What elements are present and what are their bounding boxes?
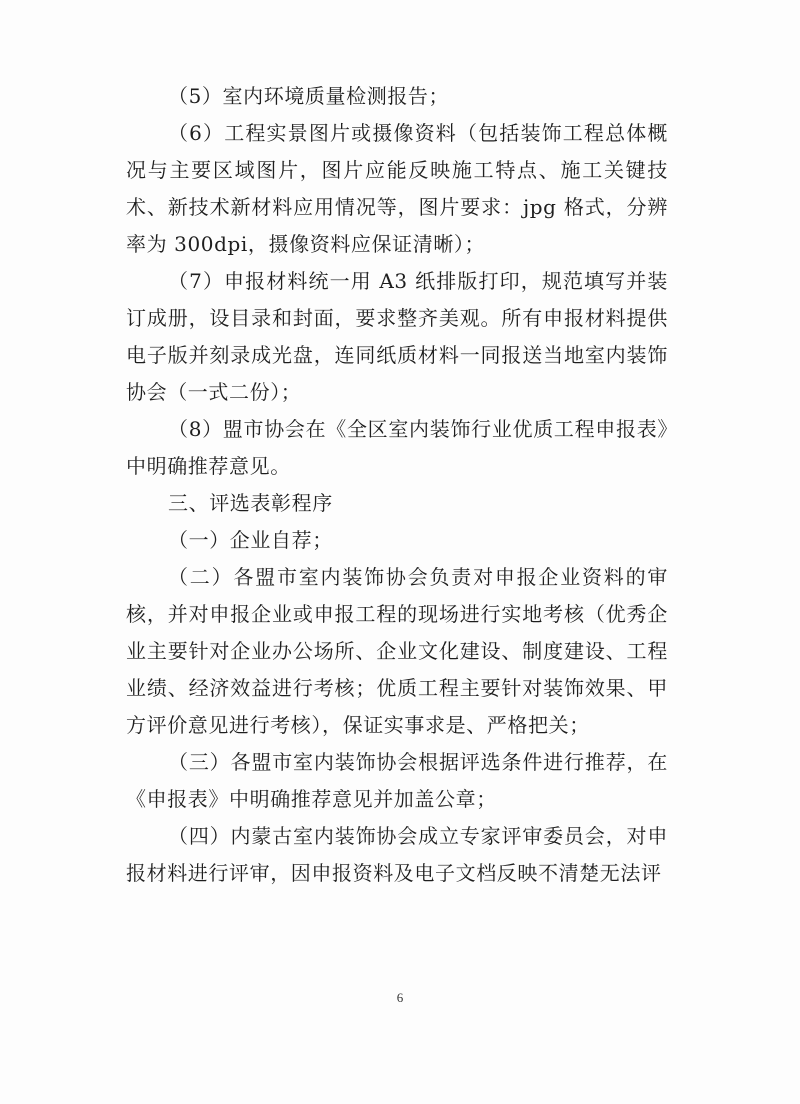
paragraph-item-5: （5）室内环境质量检测报告； [168, 84, 450, 108]
paragraph-item-6: （6）工程实景图片或摄像资料（包括装饰工程总体概况与主要区域图片，图片应能反映施工特点、施工关键技术、新技术新材料应用情况等，图片要求：jpg 格式，分辨率为 300dpi，摄像资料应保证清晰）； [126, 121, 668, 256]
paragraph-item-8: （8）盟市协会在《全区室内装饰行业优质工程申报表》中明确推荐意见。 [126, 417, 668, 478]
procedure-step-4: （四）内蒙古室内装饰协会成立专家评审委员会，对申报材料进行评审，因申报资料及电子文档反映不清楚无法评 [126, 824, 668, 885]
procedure-step-3: （三）各盟市室内装饰协会根据评选条件进行推荐，在《申报表》中明确推荐意见并加盖公章； [126, 750, 668, 811]
document-body [126, 78, 668, 892]
procedure-step-1: （一）企业自荐； [168, 528, 333, 552]
page-number: 6 [396, 990, 404, 1005]
procedure-step-2: （二）各盟市室内装饰协会负责对申报企业资料的审核，并对申报企业或申报工程的现场进行实地考核（优秀企业主要针对企业办公场所、企业文化建设、制度建设、工程业绩、经济效益进行考核；优质工程主要针对装饰效果、甲方评价意见进行考核），保证实事求是、严格把关； [126, 565, 668, 737]
paragraph-item-7: （7）申报材料统一用 A3 纸排版打印，规范填写并装订成册，设目录和封面，要求整齐美观。所有申报材料提供电子版并刻录成光盘，连同纸质材料一同报送当地室内装饰协会（一式二份）； [126, 269, 668, 404]
section-heading-3: 三、评选表彰程序 [168, 491, 333, 515]
